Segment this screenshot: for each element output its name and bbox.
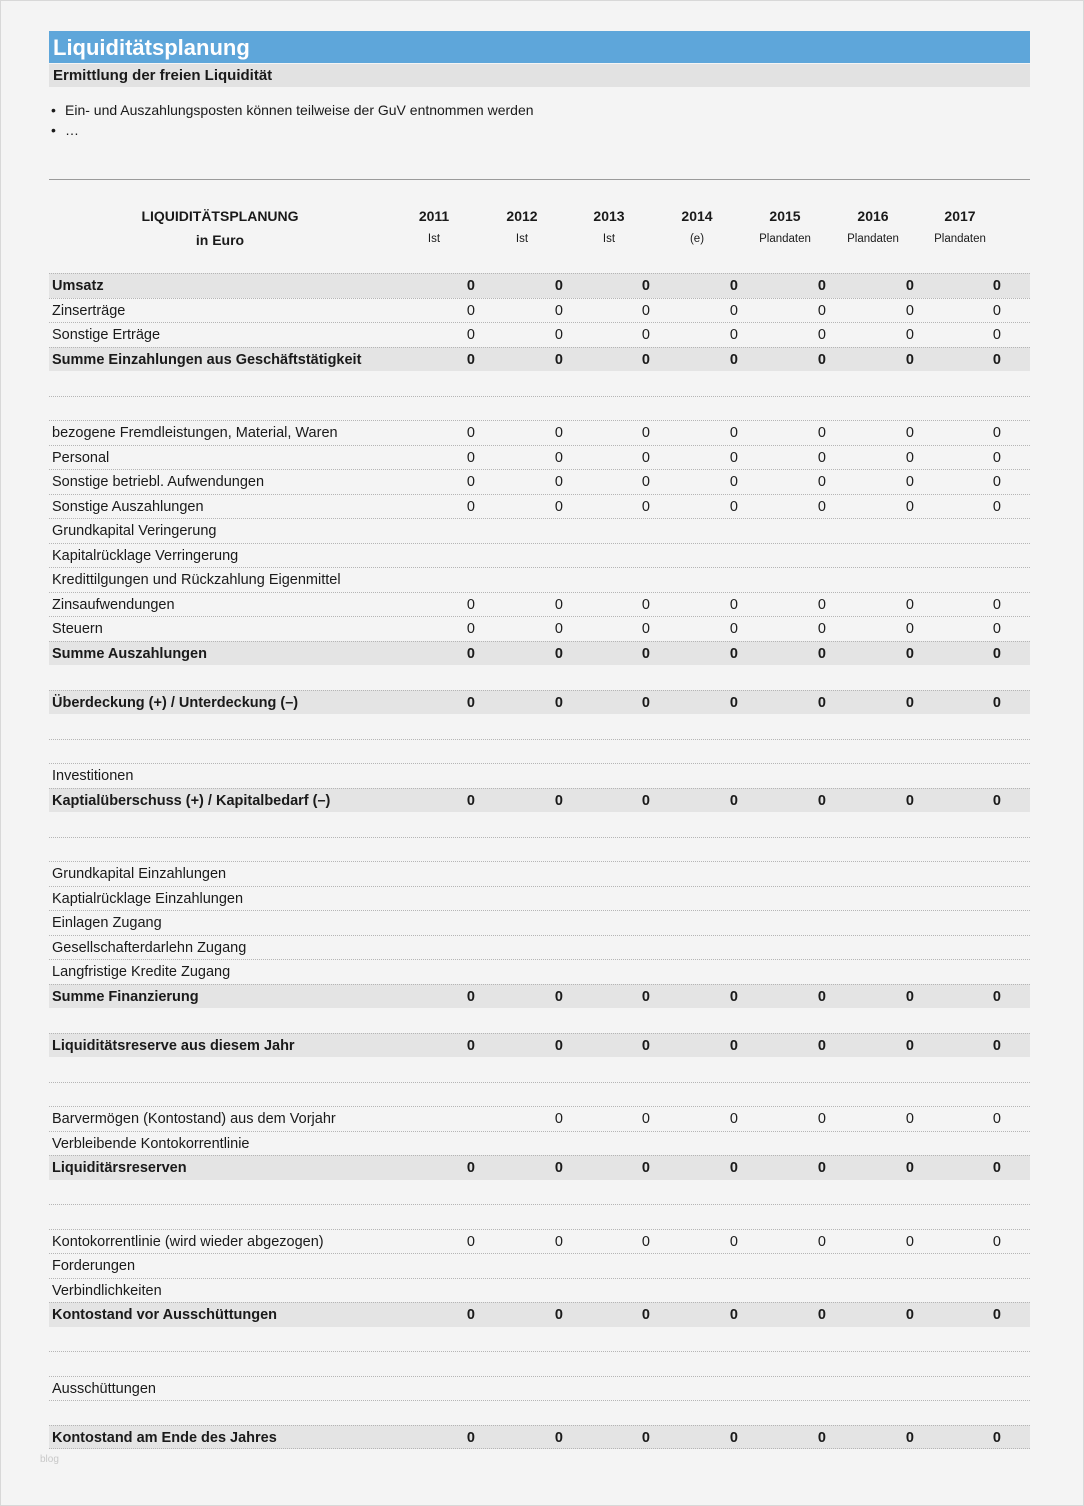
row-label: Kontostand am Ende des Jahres [52, 1429, 277, 1446]
cell-value: 0 [554, 645, 563, 662]
cell-value: 0 [992, 1111, 1001, 1127]
table-row [49, 616, 1030, 641]
cell-value: 0 [466, 1233, 475, 1250]
cell-value: 0 [729, 1160, 738, 1176]
cell-value: 0 [992, 425, 1001, 441]
cell-value: 0 [817, 498, 826, 515]
cell-value: 0 [729, 694, 738, 711]
spacer-row [49, 1008, 1030, 1033]
year-type: Ist [602, 233, 616, 245]
cell-value: 0 [466, 988, 475, 1005]
year-type: Plandaten [847, 233, 899, 245]
row-label: Kontostand vor Ausschüttungen [52, 1307, 278, 1323]
cell-value: 0 [466, 694, 475, 711]
row-label: Summe Einzahlungen aus Geschäftstätigkeit [52, 351, 362, 368]
row-label: Steuern [52, 621, 103, 637]
bullet-list [51, 101, 534, 141]
cell-value: 0 [729, 1111, 738, 1127]
cell-value: 0 [992, 327, 1001, 343]
cell-value: 0 [817, 425, 826, 441]
cell-value: 0 [466, 792, 475, 809]
cell-value: 0 [641, 302, 650, 319]
year-type: Ist [427, 233, 441, 245]
table-row [49, 567, 1030, 592]
table-row [49, 886, 1030, 911]
cell-value: 0 [817, 988, 826, 1005]
year-header: 2017 [944, 208, 976, 224]
spacer-row [49, 665, 1030, 690]
table-row [49, 1253, 1030, 1278]
cell-value: 0 [817, 1111, 826, 1127]
row-label: Forderungen [52, 1258, 136, 1274]
cell-value: 0 [466, 351, 475, 368]
row-label: Kaptialüberschuss (+) / Kapitalbedarf (–) [52, 792, 331, 809]
table-row [49, 1033, 1030, 1058]
table-row [49, 763, 1030, 788]
row-label: Zinserträge [52, 302, 126, 319]
cell-value: 0 [817, 302, 826, 319]
table-row [49, 1229, 1030, 1254]
spacer-row [49, 1180, 1030, 1205]
cell-value: 0 [641, 694, 650, 711]
cell-value: 0 [466, 1429, 475, 1446]
cell-value: 0 [905, 1233, 914, 1250]
table-row [49, 273, 1030, 298]
year-header: 2015 [769, 208, 801, 224]
cell-value: 0 [817, 596, 826, 613]
year-header: 2012 [506, 208, 538, 224]
cell-value: 0 [554, 694, 563, 711]
year-header: 2011 [418, 208, 450, 224]
row-label: Sonstige betriebl. Aufwendungen [52, 474, 265, 490]
cell-value: 0 [992, 988, 1001, 1005]
cell-value: 0 [641, 1233, 650, 1250]
row-label: Ausschüttungen [52, 1380, 156, 1397]
cell-value: 0 [641, 988, 650, 1005]
cell-value: 0 [905, 425, 914, 441]
row-label: Grundkapital Veringerung [52, 523, 217, 539]
cell-value: 0 [641, 351, 650, 368]
cell-value: 0 [992, 278, 1001, 294]
table-row [49, 984, 1030, 1009]
cell-value: 0 [992, 792, 1001, 809]
spacer-row [49, 1327, 1030, 1352]
cell-value: 0 [992, 351, 1001, 368]
cell-value: 0 [466, 596, 475, 613]
cell-value: 0 [905, 1429, 914, 1446]
cell-value: 0 [641, 278, 650, 294]
cell-value: 0 [817, 1233, 826, 1250]
cell-value: 0 [729, 449, 738, 466]
bullet-dot-icon: • [51, 102, 56, 118]
cell-value: 0 [905, 302, 914, 319]
row-label: bezogene Fremdleistungen, Material, Waren [52, 425, 338, 441]
cell-value: 0 [729, 596, 738, 613]
cell-value: 0 [905, 327, 914, 343]
cell-value: 0 [554, 596, 563, 613]
row-label: Personal [52, 449, 110, 466]
spacer-row [49, 1204, 1030, 1229]
cell-value: 0 [817, 792, 826, 809]
cell-value: 0 [817, 351, 826, 368]
cell-value: 0 [466, 621, 475, 637]
cell-value: 0 [905, 596, 914, 613]
cell-value: 0 [554, 1233, 563, 1250]
table-row [49, 641, 1030, 666]
cell-value: 0 [554, 1037, 563, 1054]
cell-value: 0 [817, 694, 826, 711]
cell-value: 0 [554, 1160, 563, 1176]
cell-value: 0 [641, 1429, 650, 1446]
cell-value: 0 [992, 621, 1001, 637]
cell-value: 0 [466, 645, 475, 662]
cell-value: 0 [729, 621, 738, 637]
cell-value: 0 [905, 988, 914, 1005]
cell-value: 0 [905, 449, 914, 466]
cell-value: 0 [641, 449, 650, 466]
cell-value: 0 [992, 474, 1001, 490]
cell-value: 0 [817, 1160, 826, 1176]
year-type: Ist [515, 233, 529, 245]
cell-value: 0 [905, 645, 914, 662]
table-row [49, 445, 1030, 470]
cell-value: 0 [817, 449, 826, 466]
row-label: Verbindlichkeiten [52, 1282, 162, 1299]
cell-value: 0 [905, 474, 914, 490]
cell-value: 0 [817, 327, 826, 343]
cell-value: 0 [817, 645, 826, 662]
row-label: Summe Finanzierung [52, 988, 199, 1005]
divider [49, 179, 1030, 180]
cell-value: 0 [729, 498, 738, 515]
cell-value: 0 [641, 1160, 650, 1176]
spacer-row [49, 812, 1030, 837]
cell-value: 0 [729, 792, 738, 809]
year-type: (e) [689, 233, 705, 245]
spacer-row [49, 1400, 1030, 1425]
table-row [49, 1302, 1030, 1327]
cell-value: 0 [466, 302, 475, 319]
table-row [49, 543, 1030, 568]
cell-value: 0 [992, 1233, 1001, 1250]
page-title: Liquiditätsplanung [49, 31, 1030, 63]
row-label: Kredittilgungen und Rückzahlung Eigenmittel [52, 572, 341, 588]
cell-value: 0 [466, 278, 475, 294]
cell-value: 0 [466, 1160, 475, 1176]
table-row [49, 1376, 1030, 1401]
cell-value: 0 [992, 1037, 1001, 1054]
cell-value: 0 [641, 327, 650, 343]
spacer-row [49, 396, 1030, 421]
cell-value: 0 [992, 498, 1001, 515]
cell-value: 0 [729, 425, 738, 441]
cell-value: 0 [641, 1111, 650, 1127]
row-label: Barvermögen (Kontostand) aus dem Vorjahr [52, 1111, 336, 1127]
row-label: Grundkapital Einzahlungen [52, 866, 227, 882]
cell-value: 0 [641, 596, 650, 613]
cell-value: 0 [729, 1429, 738, 1446]
year-header: 2016 [857, 208, 889, 224]
spacer-row [49, 837, 1030, 862]
table-row [49, 861, 1030, 886]
cell-value: 0 [992, 449, 1001, 466]
cell-value: 0 [729, 278, 738, 294]
row-label: Kapitalrücklage Verringerung [52, 547, 239, 564]
cell-value: 0 [905, 621, 914, 637]
cell-value: 0 [641, 425, 650, 441]
row-label: Einlagen Zugang [52, 915, 162, 931]
spacer-row [49, 1351, 1030, 1376]
cell-value: 0 [554, 302, 563, 319]
spacer-row [49, 739, 1030, 764]
cell-value: 0 [466, 474, 475, 490]
cell-value: 0 [905, 351, 914, 368]
cell-value: 0 [554, 327, 563, 343]
cell-value: 0 [641, 621, 650, 637]
row-label: Liquiditätsreserve aus diesem Jahr [52, 1037, 295, 1054]
row-label: Sonstige Erträge [52, 327, 161, 343]
cell-value: 0 [554, 498, 563, 515]
table-row [49, 1278, 1030, 1303]
cell-value: 0 [905, 498, 914, 515]
table-row [49, 935, 1030, 960]
cell-value: 0 [729, 474, 738, 490]
row-label: Kaptialrücklage Einzahlungen [52, 890, 244, 907]
cell-value: 0 [466, 425, 475, 441]
spacer-row [49, 1082, 1030, 1107]
cell-value: 0 [905, 1160, 914, 1176]
cell-value: 0 [817, 278, 826, 294]
cell-value: 0 [466, 449, 475, 466]
cell-value: 0 [466, 498, 475, 515]
bullet-item: • … [51, 122, 79, 138]
cell-value: 0 [641, 792, 650, 809]
table-row [49, 322, 1030, 347]
cell-value: 0 [817, 621, 826, 637]
year-header: 2013 [593, 208, 625, 224]
page-subtitle: Ermittlung der freien Liquidität [49, 64, 1030, 87]
table-row [49, 1131, 1030, 1156]
cell-value: 0 [905, 694, 914, 711]
cell-value: 0 [641, 1307, 650, 1323]
table-row [49, 690, 1030, 715]
table-row [49, 910, 1030, 935]
row-label: Umsatz [52, 278, 104, 294]
watermark: blog [40, 1454, 59, 1465]
row-label: Kontokorrentlinie (wird wieder abgezogen) [52, 1233, 324, 1250]
cell-value: 0 [905, 1111, 914, 1127]
cell-value: 0 [554, 621, 563, 637]
table-row [49, 420, 1030, 445]
table-title: LIQUIDITÄTSPLANUNG [141, 208, 299, 224]
table-row [49, 788, 1030, 813]
row-label: Sonstige Auszahlungen [52, 498, 204, 515]
cell-value: 0 [817, 1307, 826, 1323]
table-row [49, 469, 1030, 494]
cell-value: 0 [729, 1307, 738, 1323]
cell-value: 0 [554, 792, 563, 809]
row-label: Liquiditärsreserven [52, 1160, 187, 1176]
year-header: 2014 [681, 208, 713, 224]
table-row [49, 347, 1030, 372]
cell-value: 0 [992, 1160, 1001, 1176]
cell-value: 0 [641, 498, 650, 515]
cell-value: 0 [992, 1307, 1001, 1323]
cell-value: 0 [992, 302, 1001, 319]
bullet-dot-icon: • [51, 122, 56, 138]
row-label: Langfristige Kredite Zugang [52, 964, 231, 980]
row-label: Gesellschafterdarlehn Zugang [52, 939, 247, 956]
row-label: Verbleibende Kontokorrentlinie [52, 1135, 250, 1152]
cell-value: 0 [729, 302, 738, 319]
cell-value: 0 [554, 474, 563, 490]
cell-value: 0 [905, 278, 914, 294]
cell-value: 0 [466, 1307, 475, 1323]
spacer-row [49, 371, 1030, 396]
year-type: Plandaten [934, 233, 986, 245]
table-row [49, 298, 1030, 323]
liquidity-table [49, 273, 1030, 1449]
table-row [49, 518, 1030, 543]
cell-value: 0 [992, 596, 1001, 613]
cell-value: 0 [817, 1037, 826, 1054]
table-row [49, 959, 1030, 984]
cell-value: 0 [992, 1429, 1001, 1446]
cell-value: 0 [641, 474, 650, 490]
table-row [49, 1155, 1030, 1180]
cell-value: 0 [554, 1429, 563, 1446]
cell-value: 0 [641, 1037, 650, 1054]
cell-value: 0 [554, 1111, 563, 1127]
table-row [49, 1425, 1030, 1450]
cell-value: 0 [729, 645, 738, 662]
cell-value: 0 [729, 327, 738, 343]
table-row [49, 592, 1030, 617]
row-label: Investitionen [52, 768, 134, 784]
cell-value: 0 [554, 1307, 563, 1323]
cell-value: 0 [992, 694, 1001, 711]
cell-value: 0 [554, 278, 563, 294]
cell-value: 0 [554, 988, 563, 1005]
cell-value: 0 [905, 1307, 914, 1323]
row-label: Zinsaufwendungen [52, 596, 175, 613]
bullet-item: • Ein- und Auszahlungsposten können teilweise der GuV entnommen werden [51, 102, 534, 118]
row-label: Summe Auszahlungen [52, 645, 207, 662]
year-type: Plandaten [759, 233, 811, 245]
cell-value: 0 [466, 1037, 475, 1054]
cell-value: 0 [905, 1037, 914, 1054]
cell-value: 0 [992, 645, 1001, 662]
cell-value: 0 [554, 351, 563, 368]
cell-value: 0 [729, 1233, 738, 1250]
cell-value: 0 [817, 1429, 826, 1446]
cell-value: 0 [729, 1037, 738, 1054]
spacer-row [49, 1057, 1030, 1082]
cell-value: 0 [729, 351, 738, 368]
cell-value: 0 [641, 645, 650, 662]
cell-value: 0 [554, 449, 563, 466]
spacer-row [49, 714, 1030, 739]
table-unit: in Euro [195, 232, 245, 248]
table-row [49, 1106, 1030, 1131]
cell-value: 0 [729, 988, 738, 1005]
row-label: Überdeckung (+) / Unterdeckung (–) [52, 694, 299, 711]
cell-value: 0 [554, 425, 563, 441]
cell-value: 0 [905, 792, 914, 809]
cell-value: 0 [466, 327, 475, 343]
table-row [49, 494, 1030, 519]
cell-value: 0 [817, 474, 826, 490]
